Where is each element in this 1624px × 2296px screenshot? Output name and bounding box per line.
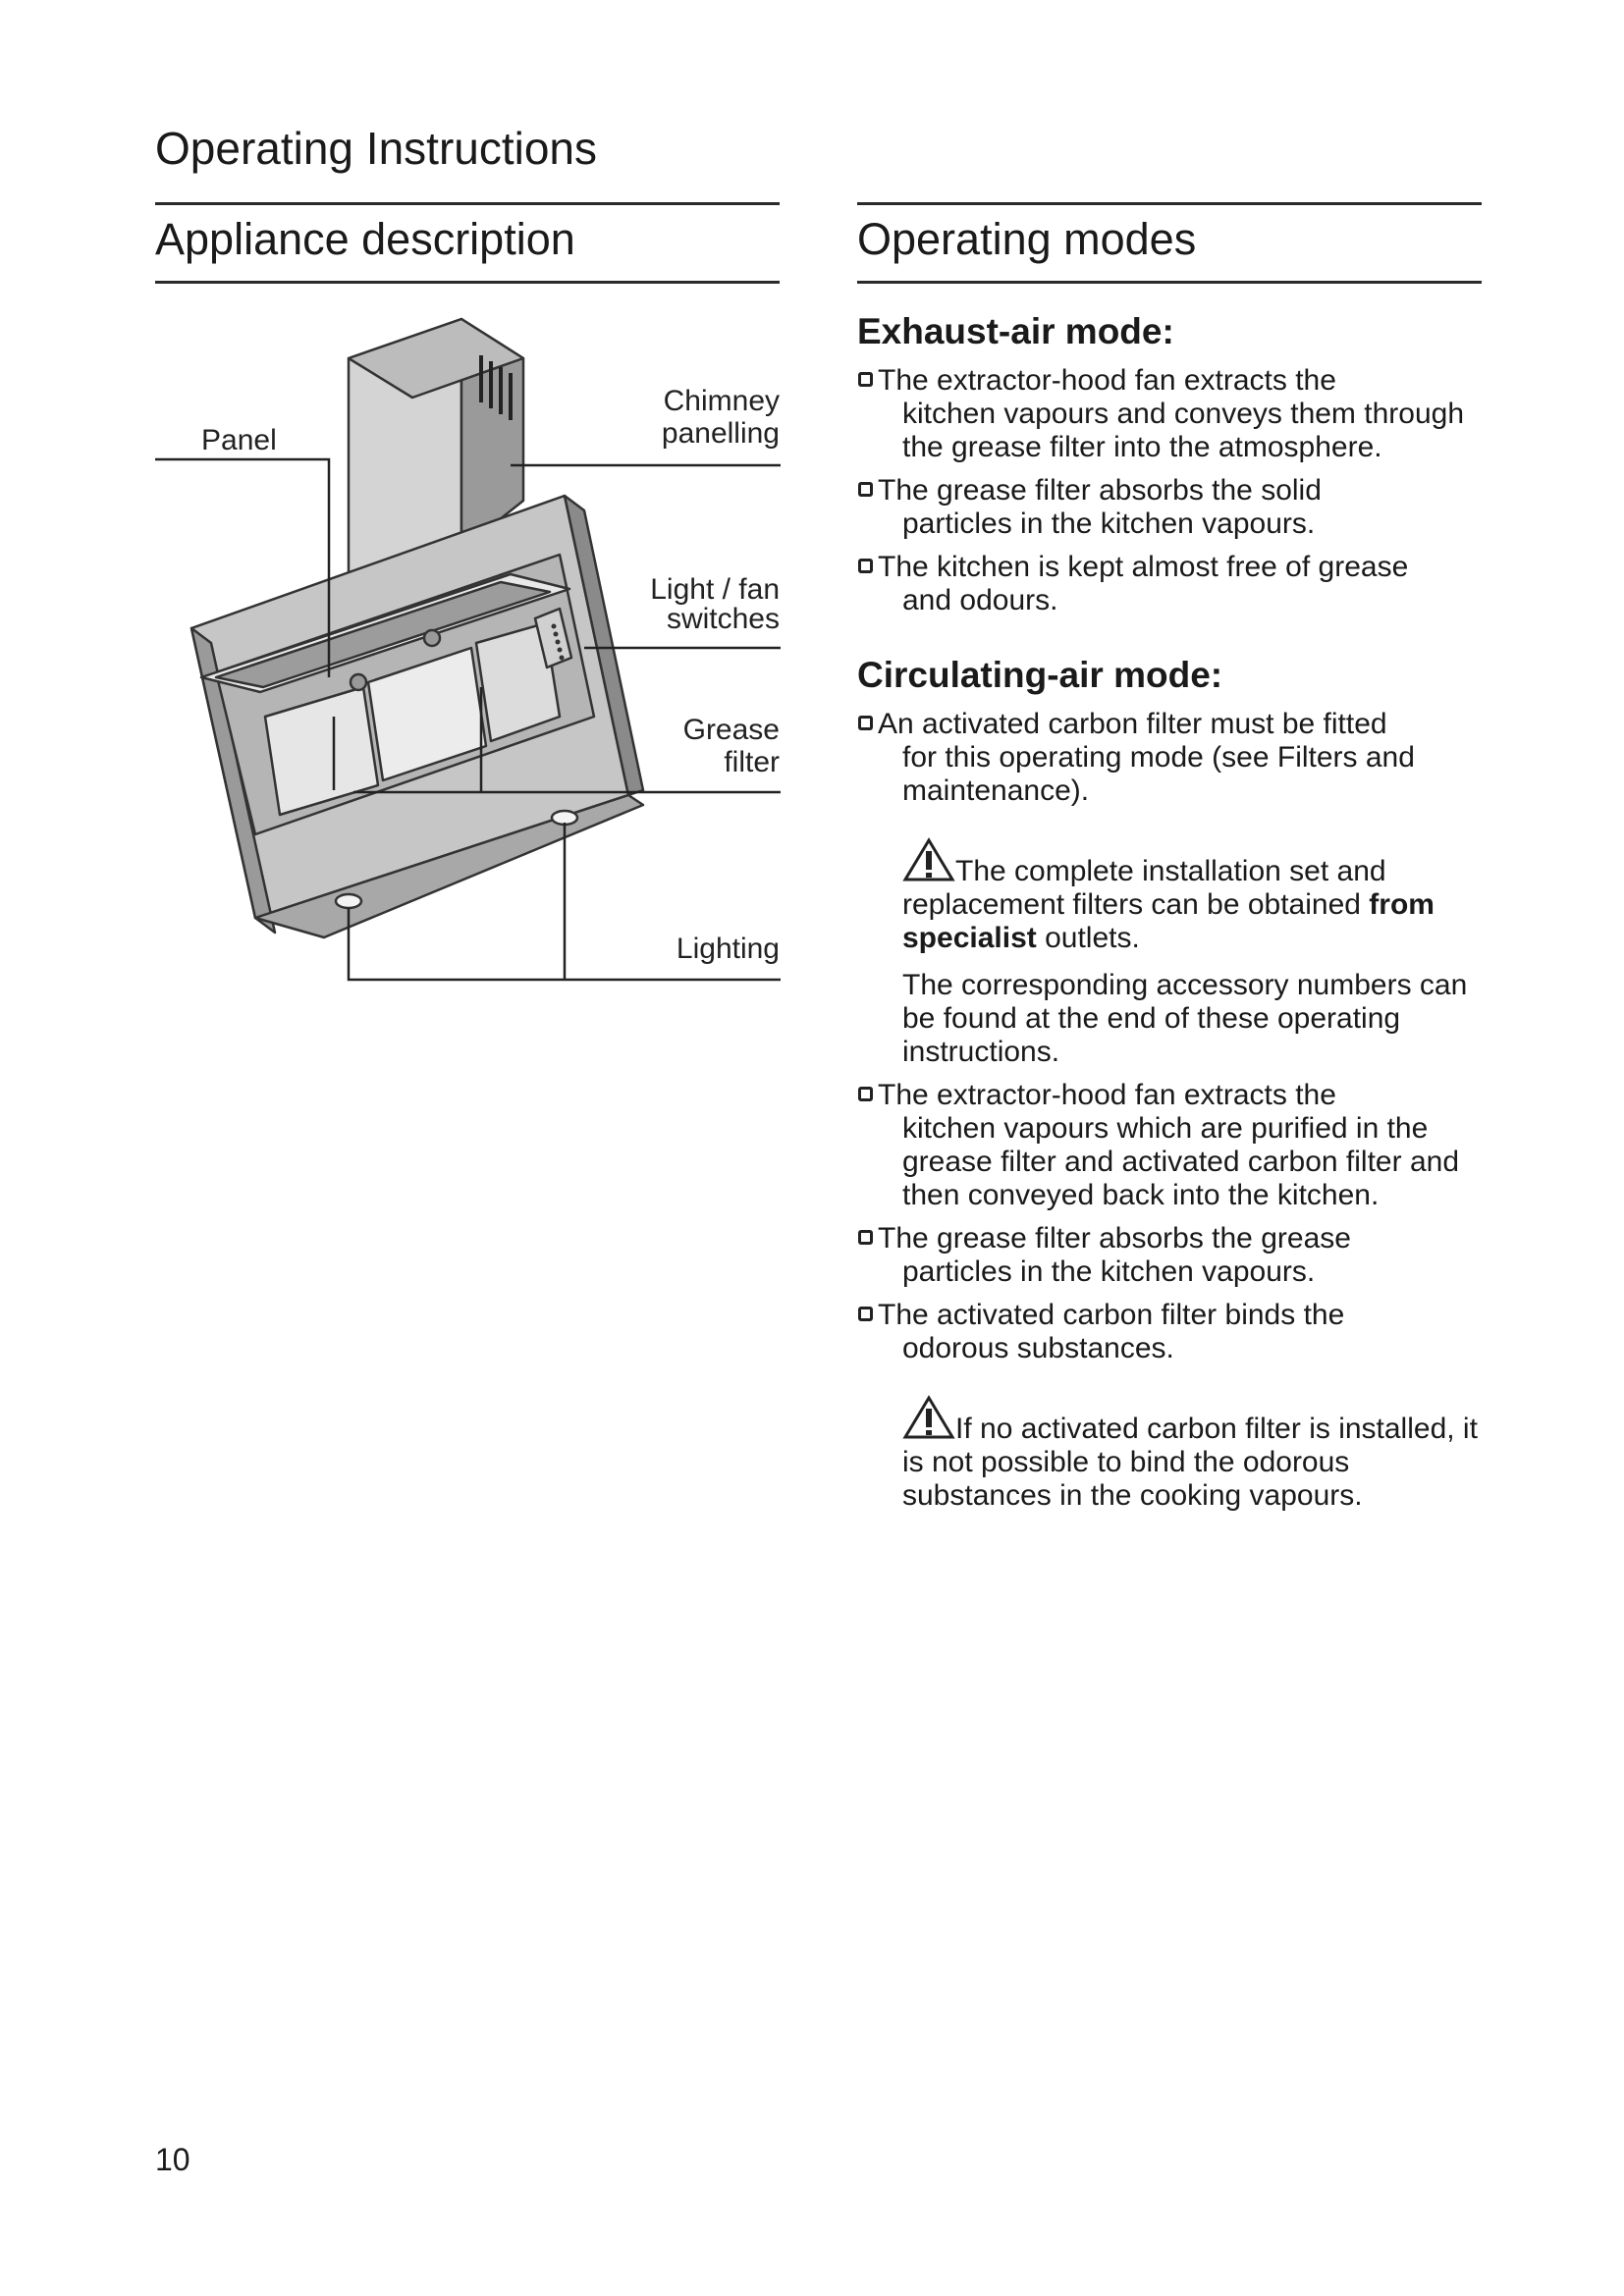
bullet-first-line: The activated carbon filter binds the	[878, 1299, 1345, 1331]
circulating-bullet-3	[857, 1299, 1505, 1365]
left-top-rule	[155, 202, 780, 205]
installation-set-note	[857, 837, 1505, 955]
bullet-first-line: The extractor-hood fan extracts the	[878, 1079, 1336, 1111]
lighting-label: Lighting	[676, 933, 780, 965]
no-carbon-filter-note	[857, 1395, 1505, 1513]
note-text: If no activated carbon filter is installed, it is not possible to bind the odorous substances in the cooking vapours.	[902, 1413, 1478, 1512]
circulating-bullet-1	[857, 1079, 1505, 1212]
exhaust-bullet-3	[857, 551, 1505, 617]
bullet-rest: particles in the kitchen vapours.	[902, 1255, 1316, 1288]
bullet-rest: odorous substances.	[902, 1332, 1174, 1364]
chimney-panelling-label	[662, 385, 780, 450]
checkbox-bullet-icon	[858, 716, 873, 730]
hood-diagram	[147, 304, 785, 991]
bullet-first-line: The extractor-hood fan extracts the	[878, 364, 1336, 397]
note-tail: outlets.	[1036, 922, 1140, 954]
checkbox-bullet-icon	[858, 482, 873, 497]
bullet-first-line: The grease filter absorbs the solid	[878, 474, 1322, 507]
grease-filter-label	[683, 714, 780, 778]
note-bold: from specialist	[902, 888, 1435, 954]
switches-label-line1: Light / fan	[650, 573, 780, 606]
exhaust-air-heading: Exhaust-air mode:	[857, 311, 1174, 351]
circulating-bullet-0	[857, 708, 1505, 808]
bullet-rest: kitchen vapours which are purified in the grease filter and activated carbon filter and then conveyed back into the kitchen.	[902, 1112, 1459, 1211]
exhaust-bullet-2	[857, 474, 1505, 541]
panel-label: Panel	[201, 424, 277, 456]
right-bottom-rule	[857, 281, 1482, 284]
bullet-first-line: An activated carbon filter must be fitted	[878, 708, 1387, 740]
checkbox-bullet-icon	[858, 372, 873, 387]
checkbox-bullet-icon	[858, 1087, 873, 1101]
circulating-bullet-2	[857, 1222, 1505, 1289]
bullet-rest: particles in the kitchen vapours.	[902, 507, 1316, 540]
grease-label-line1: Grease	[682, 714, 780, 746]
accessory-numbers-paragraph: The corresponding accessory numbers can be found at the end of these operating instructions.	[902, 969, 1468, 1068]
warning-triangle-icon	[902, 837, 955, 882]
bullet-rest: for this operating mode (see Filters and maintenance).	[902, 741, 1415, 807]
checkbox-bullet-icon	[858, 559, 873, 573]
checkbox-bullet-icon	[858, 1230, 873, 1245]
switches-label-line2: switches	[666, 603, 780, 635]
section-title: Operating Instructions	[155, 123, 598, 174]
bullet-first-line: The kitchen is kept almost free of grease	[878, 551, 1409, 583]
exhaust-bullet-1	[857, 364, 1505, 464]
appliance-description-heading: Appliance description	[155, 214, 575, 264]
operating-modes-heading: Operating modes	[857, 214, 1197, 264]
right-top-rule	[857, 202, 1482, 205]
circulating-air-heading: Circulating-air mode:	[857, 655, 1223, 695]
checkbox-bullet-icon	[858, 1307, 873, 1321]
chimney-label-line1: Chimney	[663, 385, 780, 417]
bullet-rest: kitchen vapours and conveys them through the grease filter into the atmosphere.	[902, 398, 1465, 463]
light-fan-switches-label	[650, 575, 780, 634]
left-bottom-rule	[155, 281, 780, 284]
page-number: 10	[155, 2142, 190, 2177]
note-text: The complete installation set and replacement filters can be obtained	[902, 855, 1386, 921]
bullet-first-line: The grease filter absorbs the grease	[878, 1222, 1351, 1255]
bullet-rest: and odours.	[902, 584, 1058, 616]
operating-modes-content	[857, 309, 1505, 1513]
chimney-label-line2: panelling	[661, 417, 780, 450]
grease-label-line2: filter	[724, 746, 780, 778]
warning-triangle-icon	[902, 1395, 955, 1440]
